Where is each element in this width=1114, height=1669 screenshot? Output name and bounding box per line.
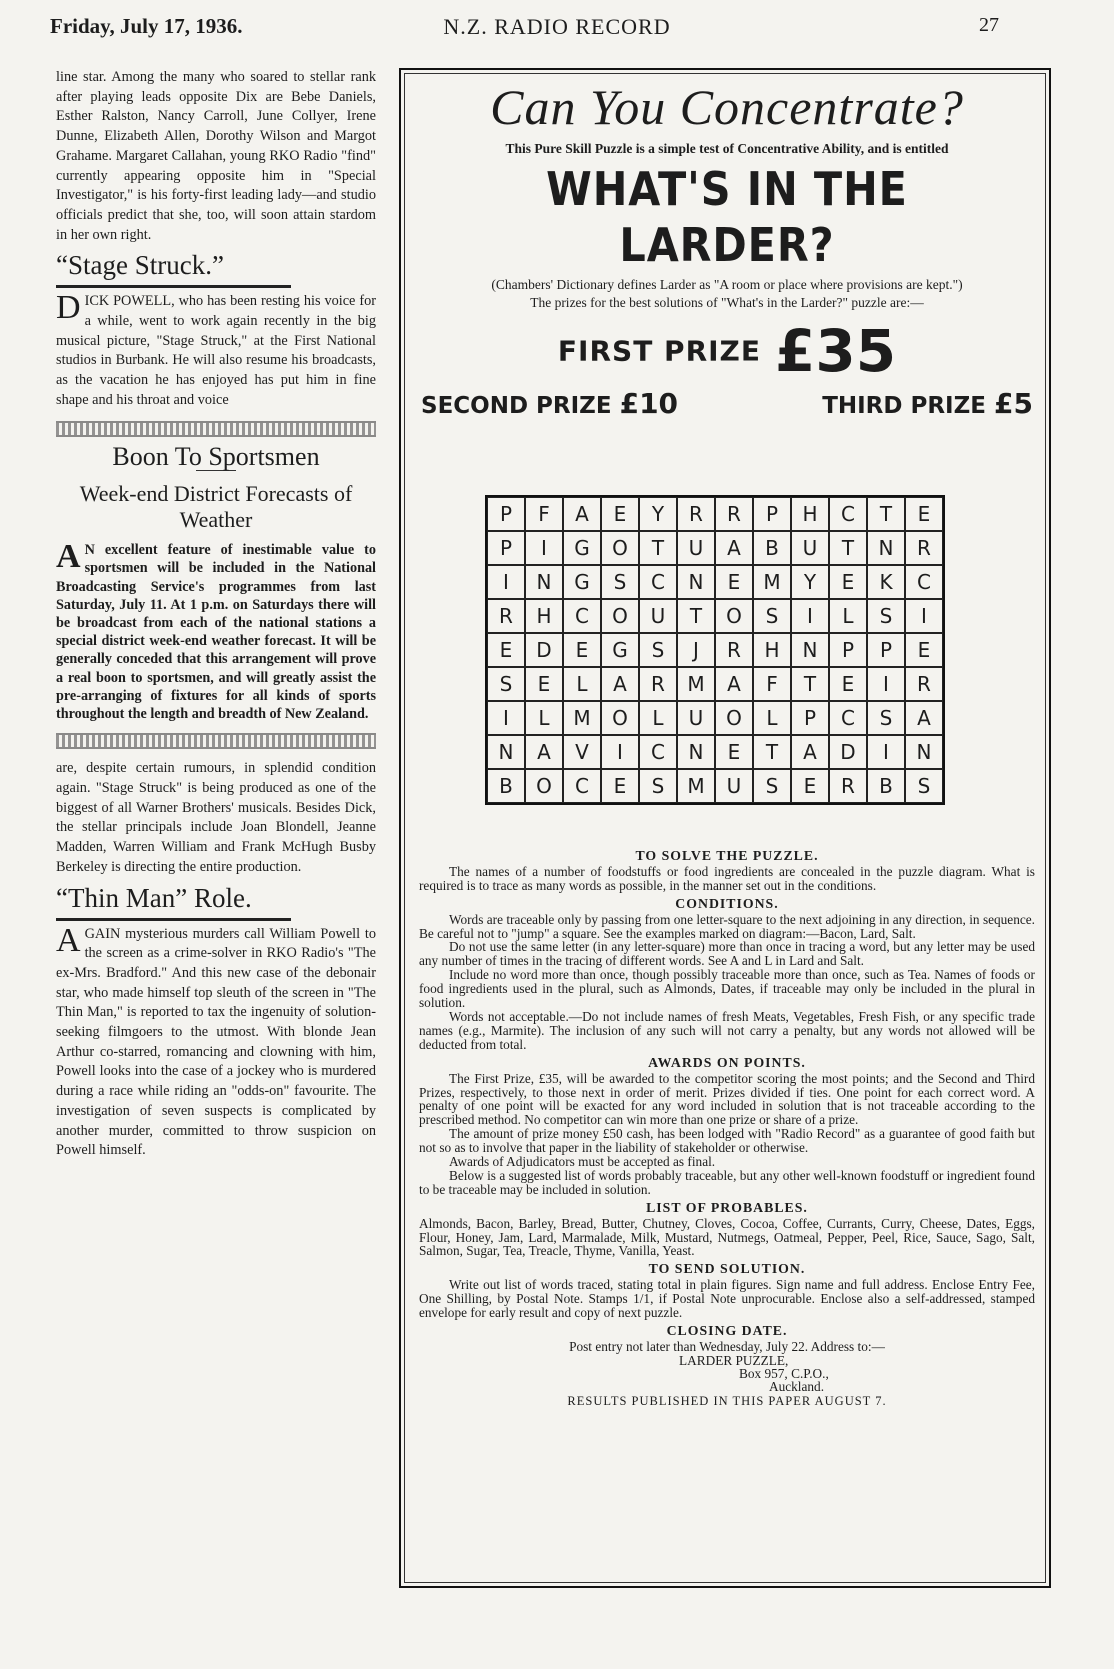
grid-cell: I: [867, 667, 905, 701]
first-prize-amount: £35: [774, 317, 897, 385]
grid-cell: O: [601, 531, 639, 565]
grid-cell: O: [525, 769, 563, 803]
grid-cell: L: [563, 667, 601, 701]
to-solve-text: The names of a number of foodstuffs or food ingredients are concealed in the puzzle diagram. What is required is to trace as many words as possible, in the manner set out in the conditions.: [419, 863, 1035, 893]
grid-cell: T: [867, 497, 905, 531]
grid-cell: I: [525, 531, 563, 565]
grid-cell: E: [601, 769, 639, 803]
grid-cell: C: [563, 599, 601, 633]
grid-cell: U: [715, 769, 753, 803]
grid-cell: O: [715, 701, 753, 735]
boon-title: Boon To Sportsmen: [112, 441, 320, 471]
boon-subtitle: Week-end District Forecasts of Weather: [79, 481, 353, 533]
second-prize: [421, 387, 678, 420]
grid-cell: H: [791, 497, 829, 531]
grid-cell: N: [487, 735, 525, 769]
puzzle-grid: [485, 495, 945, 805]
condition-text: Words are traceable only by passing from one letter-square to the next adjoining in any direction, in sequence. Be careful not to "jump" a square. See the examples marked on diagram:—Bacon, Lard, Salt.: [419, 911, 1035, 941]
third-prize: [822, 387, 1033, 420]
address-line: LARDER PUZZLE,: [679, 1352, 789, 1368]
grid-cell: S: [867, 701, 905, 735]
grid-cell: B: [867, 769, 905, 803]
results-notice: RESULTS PUBLISHED IN THIS PAPER AUGUST 7.: [567, 1393, 887, 1408]
grid-cell: D: [829, 735, 867, 769]
grid-cell: F: [753, 667, 791, 701]
grid-cell: P: [753, 497, 791, 531]
ad-title: Can You Concentrate?: [490, 79, 964, 135]
grid-cell: M: [677, 667, 715, 701]
grid-cell: S: [753, 599, 791, 633]
grid-cell: O: [601, 599, 639, 633]
to-solve-heading: TO SOLVE THE PUZZLE.: [635, 848, 819, 863]
closing-heading: CLOSING DATE.: [666, 1323, 788, 1338]
grid-cell: R: [905, 531, 943, 565]
issue-date: Friday, July 17, 1936.: [50, 14, 243, 38]
grid-cell: E: [601, 497, 639, 531]
grid-cell: A: [905, 701, 943, 735]
grid-cell: B: [753, 531, 791, 565]
probables-list: Almonds, Bacon, Barley, Bread, Butter, Chutney, Cloves, Cocoa, Coffee, Currants, Curry, Cheese, Dates, Eggs, Flour, Honey, Jam, Lard, Marmalade, Milk, Mustard, Nutmegs, Oatmeal, Pepper, Peel, Rice, Sauce, Sago, Salt, Salmon, Sugar, Tea, Treacle, Thyme, Vanilla, Yeast.: [419, 1215, 1035, 1259]
grid-cell: R: [829, 769, 867, 803]
larder-definition: (Chambers' Dictionary defines Larder as "A room or place where provisions are kept."): [491, 277, 963, 292]
condition-text: Include no word more than once, though possibly traceable more than once, such as Tea. Names of foods or food ingredients used in the plural, such as Almonds, Dates, if traceable may only be included in the plural in solution.: [419, 967, 1035, 1011]
grid-cell: R: [639, 667, 677, 701]
grid-cell: D: [525, 633, 563, 667]
stage-struck-body: [56, 289, 376, 410]
condition-text: Do not use the same letter (in any letter-square) more than once in tracing a word, but any letter may be used any number of times in the tracing of different words. See A and L in Lard and Salt.: [419, 939, 1035, 969]
grid-cell: E: [715, 565, 753, 599]
grid-cell: A: [715, 667, 753, 701]
grid-cell: I: [867, 735, 905, 769]
left-column: [56, 68, 376, 1161]
grid-cell: U: [791, 531, 829, 565]
grid-cell: L: [829, 599, 867, 633]
puzzle-name: WHAT'S IN THE LARDER?: [546, 162, 908, 272]
grid-cell: A: [791, 735, 829, 769]
other-prizes: [415, 387, 1039, 420]
awards-text: The First Prize, £35, will be awarded to the competitor scoring the most points; and the Second and Third Prizes, respectively, to those next in order of merit. Prizes divided if ties. One point for each correct word. A penalty of one point will be exacted for any word included in solution that is not traceable according to the prescribed method. No competitor can win more than one prize or share of a prize.: [419, 1070, 1035, 1128]
grid-cell: C: [829, 497, 867, 531]
grid-cell: U: [639, 599, 677, 633]
grid-cell: M: [563, 701, 601, 735]
grid-cell: E: [487, 633, 525, 667]
stage-struck-text: ICK POWELL, who has been resting his voice for a while, went to work again recently in the big musical picture, "Stage Struck," at the First National studios in Burbank. He will also resume his broadcasts, as the vacation he has enjoyed has put him in fine shape and his throat and voice: [56, 293, 376, 408]
grid-cell: E: [715, 735, 753, 769]
grid-cell: P: [829, 633, 867, 667]
grid-cell: B: [487, 769, 525, 803]
probables-heading: LIST OF PROBABLES.: [646, 1199, 808, 1215]
grid-cell: C: [639, 735, 677, 769]
stage-struck-heading: “Stage Struck.”: [56, 250, 224, 281]
grid-cell: C: [905, 565, 943, 599]
grid-cell: G: [563, 531, 601, 565]
dropcap: D: [56, 289, 81, 327]
awards-heading: AWARDS ON POINTS.: [648, 1054, 806, 1070]
grid-cell: R: [677, 497, 715, 531]
grid-cell: M: [753, 565, 791, 599]
grid-cell: A: [601, 667, 639, 701]
grid-cell: M: [677, 769, 715, 803]
grid-cell: A: [715, 531, 753, 565]
thin-man-body: [56, 921, 376, 1161]
send-heading: TO SEND SOLUTION.: [648, 1261, 806, 1277]
grid-cell: E: [791, 769, 829, 803]
stage-struck-continued: are, despite certain rumours, in splendid condition again. "Stage Struck" is being produced as one of the biggest of all Warner Brothers' musicals. Besides Dick, the stellar principals include Joan Blondell, Jeanne Madden, Warren William and Frank McHugh Busby Berkeley is directing the entire production.: [56, 760, 376, 875]
grid-cell: T: [677, 599, 715, 633]
grid-cell: S: [753, 769, 791, 803]
ad-content: [415, 76, 1039, 420]
grid-cell: H: [753, 633, 791, 667]
grid-cell: I: [905, 599, 943, 633]
grid-cell: N: [867, 531, 905, 565]
grid-cell: E: [563, 633, 601, 667]
wavy-divider: [56, 733, 376, 749]
heading-rule: [56, 918, 291, 921]
grid-cell: N: [677, 735, 715, 769]
second-prize-amount: £10: [619, 387, 679, 420]
send-text: Write out list of words traced, stating total in plain figures. Sign name and full address. Enclose Entry Fee, One Shilling, by Postal Note. Stamps 1/1, if Postal Note unprocurable. Enclose also a self-addressed, stamped envelope for early result and copy of next puzzle.: [419, 1277, 1035, 1321]
grid-cell: N: [905, 735, 943, 769]
grid-cell: A: [525, 735, 563, 769]
grid-cell: O: [601, 701, 639, 735]
heading-rule: [56, 285, 291, 288]
grid-cell: S: [905, 769, 943, 803]
grid-cell: N: [525, 565, 563, 599]
grid-cell: K: [867, 565, 905, 599]
grid-cell: N: [791, 633, 829, 667]
dropcap: A: [56, 921, 81, 959]
grid-cell: S: [639, 633, 677, 667]
grid-cell: O: [715, 599, 753, 633]
grid-cell: L: [639, 701, 677, 735]
grid-cell: E: [905, 633, 943, 667]
third-prize-label: THIRD PRIZE: [822, 393, 987, 419]
grid-cell: T: [791, 667, 829, 701]
page-number: 27: [979, 14, 999, 36]
grid-cell: T: [639, 531, 677, 565]
grid-cell: R: [487, 599, 525, 633]
larder-puzzle-advertisement: [399, 68, 1051, 1588]
publication-title: N.Z. RADIO RECORD: [443, 14, 671, 39]
grid-cell: S: [487, 667, 525, 701]
boon-text: N excellent feature of inestimable value to sportsmen will be included in the National Broadcasting Service's programmes from last Saturday, July 11. At 1 p.m. on Saturdays there will be broadcast from each of the national stations a special district week-end weather forecast. It will be generally conceded that this arrangement will prove a real boon to sportsmen, and will greatly assist the pre-arranging of fixtures for all kinds of sports throughout the length and breadth of New Zealand.: [56, 542, 376, 723]
grid-cell: E: [829, 565, 867, 599]
grid-cell: F: [525, 497, 563, 531]
postal-address: [679, 1354, 1035, 1393]
grid-cell: P: [487, 531, 525, 565]
grid-cell: C: [639, 565, 677, 599]
thin-man-heading: “Thin Man” Role.: [56, 882, 252, 913]
grid-cell: L: [753, 701, 791, 735]
grid-cell: E: [905, 497, 943, 531]
awards-text: Awards of Adjudicators must be accepted as final.: [449, 1154, 716, 1170]
grid-cell: L: [525, 701, 563, 735]
puzzle-rules: [419, 845, 1035, 1409]
grid-cell: N: [677, 565, 715, 599]
closing-text: Post entry not later than Wednesday, July 22. Address to:—: [569, 1338, 885, 1354]
grid-cell: Y: [639, 497, 677, 531]
grid-cell: J: [677, 633, 715, 667]
first-prize: [415, 317, 1039, 385]
grid-cell: R: [715, 497, 753, 531]
boon-body: [56, 538, 376, 723]
grid-cell: S: [639, 769, 677, 803]
grid-cell: I: [601, 735, 639, 769]
grid-cell: R: [715, 633, 753, 667]
grid-cell: I: [487, 565, 525, 599]
dropcap: A: [56, 538, 81, 576]
grid-cell: E: [829, 667, 867, 701]
grid-cell: Y: [791, 565, 829, 599]
grid-cell: R: [905, 667, 943, 701]
intro-paragraph: line star. Among the many who soared to stellar rank after playing leads opposite Dix are Bebe Daniels, Esther Ralston, Nancy Carroll, June Collyer, Irene Dunne, Elizabeth Allen, Dorothy Wilson and Margot Grahame. Margaret Callahan, young RKO Radio "find" currently appearing opposite him in "Special Investigator," is his forty-first leading lady—and studio officials predict that she, too, will soon attain stardom in her own right.: [56, 69, 376, 243]
grid-cell: E: [525, 667, 563, 701]
third-prize-amount: £5: [994, 387, 1033, 420]
second-prize-label: SECOND PRIZE: [421, 393, 612, 419]
boon-paragraph: [56, 538, 376, 723]
awards-text: Below is a suggested list of words probably traceable, but any other well-known foodstuff or ingredient found to be traceable may be included in solution.: [419, 1167, 1035, 1197]
grid-cell: S: [601, 565, 639, 599]
grid-cell: U: [677, 701, 715, 735]
grid-cell: C: [829, 701, 867, 735]
wavy-divider: [56, 421, 376, 437]
grid-cell: V: [563, 735, 601, 769]
page-header: [0, 10, 1114, 42]
grid-cell: C: [563, 769, 601, 803]
condition-text: Words not acceptable.—Do not include names of fresh Meats, Vegetables, Fresh Fish, or any specific trade names (e.g., Marmite). The inclusion of any such will not carry a penalty, but any words not allowed will be deducted from total.: [419, 1008, 1035, 1052]
grid-cell: T: [753, 735, 791, 769]
ad-intro: This Pure Skill Puzzle is a simple test of Concentrative Ability, and is entitled: [505, 141, 949, 156]
grid-cell: T: [829, 531, 867, 565]
address-line: Box 957, C.P.O.,: [739, 1365, 829, 1381]
grid-cell: G: [563, 565, 601, 599]
grid-cell: U: [677, 531, 715, 565]
awards-text: The amount of prize money £50 cash, has been lodged with "Radio Record" as a guarantee of good faith but not so as to involve that paper in the liability of stakeholder or otherwise.: [419, 1126, 1035, 1156]
first-prize-label: FIRST PRIZE: [557, 334, 761, 368]
grid-cell: G: [601, 633, 639, 667]
thin-man-text: GAIN mysterious murders call William Powell to the screen as a crime-solver in RKO Radio's "The ex-Mrs. Bradford." And this new case of the debonair star, who made himself top sleuth of the screen in "The Thin Man," is reported to tax the ingenuity of solution-seeking filmgoers to the utmost. With blonde Jean Arthur co-starred, romancing and clowning with him, Powell looks into the case of a jockey who is murdered during a race while riding an "odds-on" favourite. The investigation of seven suspects is complicated by another murder, committed to throw suspicion on Powell himself.: [56, 925, 376, 1159]
grid-cell: I: [487, 701, 525, 735]
grid-cell: S: [867, 599, 905, 633]
grid-cell: A: [563, 497, 601, 531]
grid-cell: P: [791, 701, 829, 735]
grid-cell: P: [867, 633, 905, 667]
grid-cell: P: [487, 497, 525, 531]
prize-intro: The prizes for the best solutions of "What's in the Larder?" puzzle are:—: [530, 295, 924, 310]
grid-cell: I: [791, 599, 829, 633]
grid-cell: H: [525, 599, 563, 633]
address-line: Auckland.: [769, 1378, 825, 1394]
conditions-heading: CONDITIONS.: [675, 895, 779, 911]
